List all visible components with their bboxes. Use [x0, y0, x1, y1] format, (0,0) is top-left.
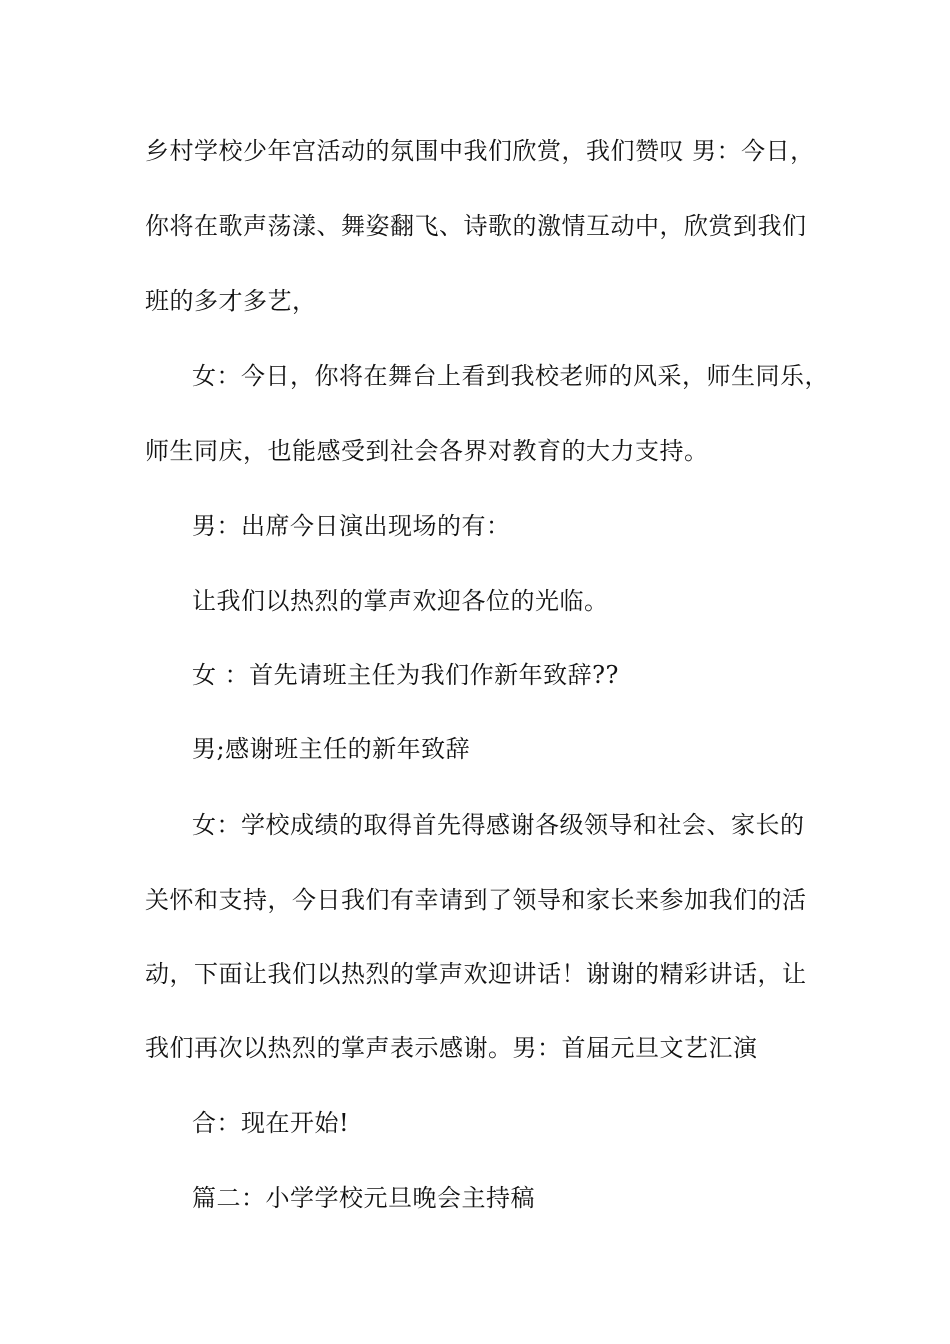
text-line: 篇二：小学学校元旦晚会主持稿: [192, 1184, 535, 1212]
text-line: 让我们以热烈的掌声欢迎各位的光临。: [192, 587, 609, 615]
text-line: 合：现在开始!: [192, 1109, 350, 1137]
text-line: 我们再次以热烈的掌声表示感谢。男：首届元旦文艺汇演: [145, 1034, 758, 1062]
text-line: 男：出席今日演出现场的有：: [192, 512, 511, 540]
text-line: 女：学校成绩的取得首先得感谢各级领导和社会、家长的: [192, 811, 805, 839]
text-line: 你将在歌声荡漾、舞姿翻飞、诗歌的激情互动中，欣赏到我们: [145, 212, 807, 240]
text-line: 女 ：首先请班主任为我们作新年致辞??: [192, 661, 619, 689]
text-line: 女：今日，你将在舞台上看到我校老师的风采，师生同乐，: [192, 362, 829, 390]
text-line: 乡村学校少年宫活动的氛围中我们欣赏，我们赞叹 男：今日，: [145, 137, 815, 165]
text-line: 男;感谢班主任的新年致辞: [192, 735, 471, 763]
text-line: 班的多才多艺，: [145, 287, 317, 315]
text-line: 关怀和支持，今日我们有幸请到了领导和家长来参加我们的活: [145, 886, 807, 914]
text-line: 动，下面让我们以热烈的掌声欢迎讲话！谢谢的精彩讲话，让: [145, 960, 807, 988]
text-line: 师生同庆，也能感受到社会各界对教育的大力支持。: [145, 437, 709, 465]
